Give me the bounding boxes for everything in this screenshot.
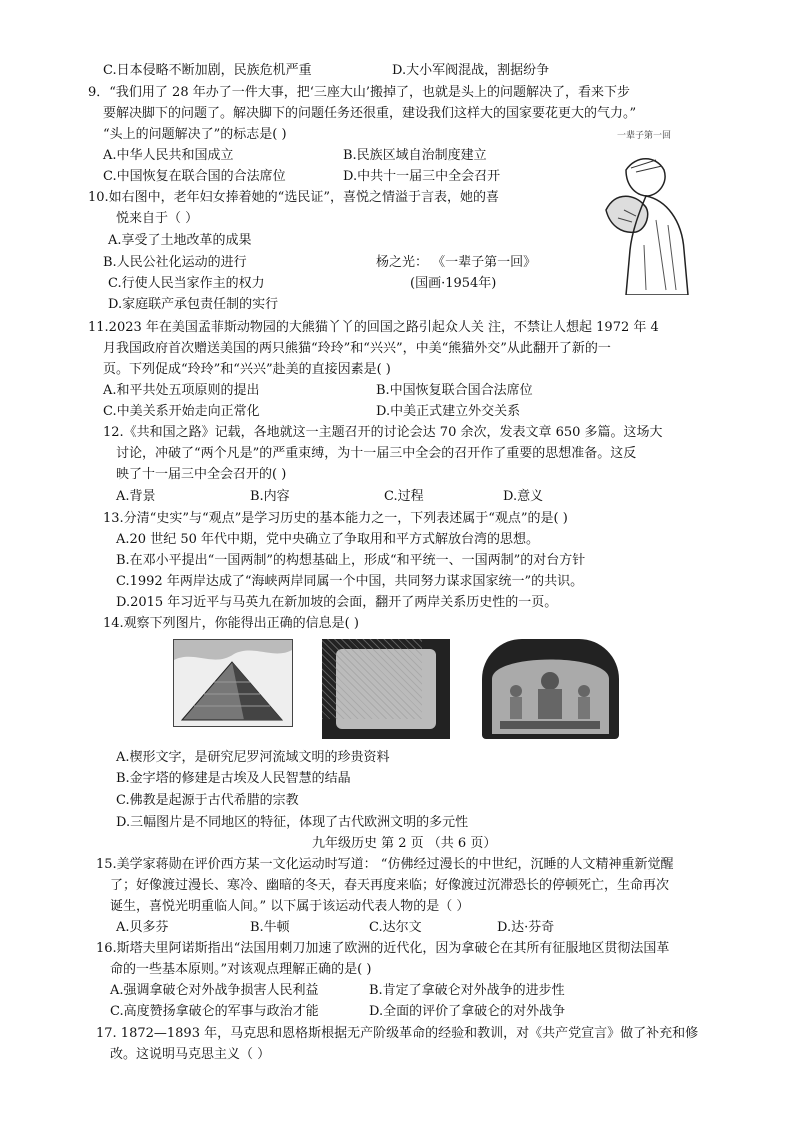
q16-stem-line2: 命的一些基本原则。”对该观点理解正确的是( ) <box>110 962 372 977</box>
q12-option-a: A.背景 <box>116 489 156 504</box>
q9-option-b: B.民族区域自治制度建立 <box>343 148 487 163</box>
q13-option-a: A.20 世纪 50 年代中期，党中央确立了争取用和平方式解放台湾的思想。 <box>116 532 540 547</box>
q16-stem-line1: 16.斯塔夫里阿诺斯指出“法国用刺刀加速了欧洲的近代化，因为拿破仑在其所有征服地区贯彻法国革 <box>96 941 670 956</box>
q10-option-d: D.家庭联产承包责任制的实行 <box>108 297 279 312</box>
q10-caption-year: (国画·1954年) <box>410 276 497 291</box>
q11-option-b: B.中国恢复联合国合法席位 <box>376 383 533 398</box>
q13-option-c: C.1992 年两岸达成了“海峡两岸同属一个中国，共同努力谋求国家统一”的共识。 <box>116 574 584 589</box>
q9-stem-line1: 9．“我们用了 28 年办了一件大事，把‘三座大山’搬掉了，也就是头上的问题解决了，看来下步 <box>88 85 630 100</box>
q14-cuneiform-tablet-image <box>322 639 450 739</box>
q15-stem-line3: 诞生，喜悦光明重临人间。” 以下属于该运动代表人物的是（ ） <box>110 899 470 914</box>
q17-stem-line2: 改。这说明马克思主义（ ） <box>110 1047 271 1062</box>
q10-caption-title: 杨之光： 《一辈子第一回》 <box>376 255 537 270</box>
q13-stem: 13.分清“史实”与“观点”是学习历史的基本能力之一，下列表述属于“观点”的是( ) <box>103 511 568 526</box>
q10-option-b: B.人民公社化运动的进行 <box>103 255 247 270</box>
q14-option-c: C.佛教是起源于古代希腊的宗教 <box>116 793 299 808</box>
q16-option-a: A.强调拿破仑对外战争损害人民利益 <box>110 983 319 998</box>
q9-stem-line2: 要解决脚下的问题了。解决脚下的问题任务还很重，建设我们这样大的国家要花更大的气力。” <box>103 106 637 121</box>
q10-option-a: A.享受了土地改革的成果 <box>108 233 252 248</box>
q9-option-a: A.中华人民共和国成立 <box>103 148 234 163</box>
q10-option-c: C.行使人民当家作主的权力 <box>108 276 265 291</box>
q10-painting <box>596 150 692 295</box>
q14-option-b: B.金字塔的修建是古埃及人民智慧的结晶 <box>116 771 351 786</box>
q14-option-a: A.楔形文字，是研究尼罗河流域文明的珍贵资料 <box>116 750 390 765</box>
q14-buddha-relief-image <box>482 639 619 739</box>
q12-option-d: D.意义 <box>503 489 544 504</box>
q14-option-d: D.三幅图片是不同地区的特征，体现了古代欧洲文明的多元性 <box>116 815 469 830</box>
q11-option-d: D.中美正式建立外交关系 <box>376 404 521 419</box>
q12-stem-line1: 12.《共和国之路》记载，各地就这一主题召开的讨论会达 70 余次，发表文章 650 多篇。这场大 <box>103 425 663 440</box>
q14-pyramid-image <box>173 639 293 727</box>
q16-option-c: C.高度赞扬拿破仑的军事与政治才能 <box>110 1004 319 1019</box>
q15-option-a: A.贝多芬 <box>116 920 169 935</box>
q15-option-d: D.达·芬奇 <box>497 920 555 935</box>
q9-option-c: C.中国恢复在联合国的合法席位 <box>103 169 286 184</box>
q13-option-d: D.2015 年习近平与马英九在新加坡的会面，翻开了两岸关系历史性的一页。 <box>116 595 558 610</box>
q10-stem-line2: 悦来自于（ ） <box>116 211 199 226</box>
q9-stem-line3: “头上的问题解决了”的标志是( ) <box>103 127 287 142</box>
q11-stem-line3: 页。下列促成“玲玲”和“兴兴”赴美的直接因素是( ) <box>103 362 391 377</box>
q8-option-c: C.日本侵略不断加剧，民族危机严重 <box>103 63 312 78</box>
q9-option-d: D.中共十一届三中全会召开 <box>343 169 501 184</box>
q12-option-b: B.内容 <box>250 489 290 504</box>
q11-stem-line2: 月我国政府首次赠送美国的两只熊猫“玲玲”和“兴兴”，中美“熊猫外交”从此翻开了新的一 <box>103 341 611 356</box>
q12-option-c: C.过程 <box>384 489 424 504</box>
q8-option-d: D.大小军阀混战，割据纷争 <box>392 63 550 78</box>
q16-option-d: D.全面的评价了拿破仑的对外战争 <box>369 1004 566 1019</box>
q16-option-b: B.肯定了拿破仑对外战争的进步性 <box>369 983 565 998</box>
q12-stem-line2: 讨论，冲破了“两个凡是”的严重束缚，为十一届三中全会的召开作了重要的思想准备。这反 <box>116 446 637 461</box>
q10-painting-stamp: 一辈子第一回 <box>617 131 672 141</box>
page-footer: 九年级历史 第 2 页 （共 6 页） <box>312 836 497 851</box>
q15-option-b: B.牛顿 <box>250 920 290 935</box>
q10-stem-line1: 10.如右图中，老年妇女捧着她的“选民证”，喜悦之情溢于言表，她的喜 <box>88 190 499 205</box>
q15-option-c: C.达尔文 <box>369 920 422 935</box>
q15-stem-line1: 15.美学家蒋勋在评价西方某一文化运动时写道： “仿佛经过漫长的中世纪，沉睡的人文精神重新觉醒 <box>96 857 674 872</box>
q11-stem-line1: 11.2023 年在美国孟菲斯动物园的大熊猫丫丫的回国之路引起众人关 注，不禁让人想起 1972 年 4 <box>88 320 659 335</box>
q11-option-c: C.中美关系开始走向正常化 <box>103 404 260 419</box>
q12-stem-line3: 映了十一届三中全会召开的( ) <box>116 467 287 482</box>
q11-option-a: A.和平共处五项原则的提出 <box>103 383 260 398</box>
q17-stem-line1: 17. 1872—1893 年，马克思和恩格斯根据无产阶级革命的经验和教训，对《共产党宣言》做了补充和修 <box>96 1026 699 1041</box>
q15-stem-line2: 了；好像渡过漫长、寒冷、幽暗的冬天，春天再度来临；好像渡过沉滞恐长的停顿死亡，生命再次 <box>110 878 670 893</box>
q13-option-b: B.在邓小平提出“一国两制”的构想基础上，形成“和平统一、一国两制”的对台方针 <box>116 553 586 568</box>
q14-stem: 14.观察下列图片，你能得出正确的信息是( ) <box>103 616 359 631</box>
